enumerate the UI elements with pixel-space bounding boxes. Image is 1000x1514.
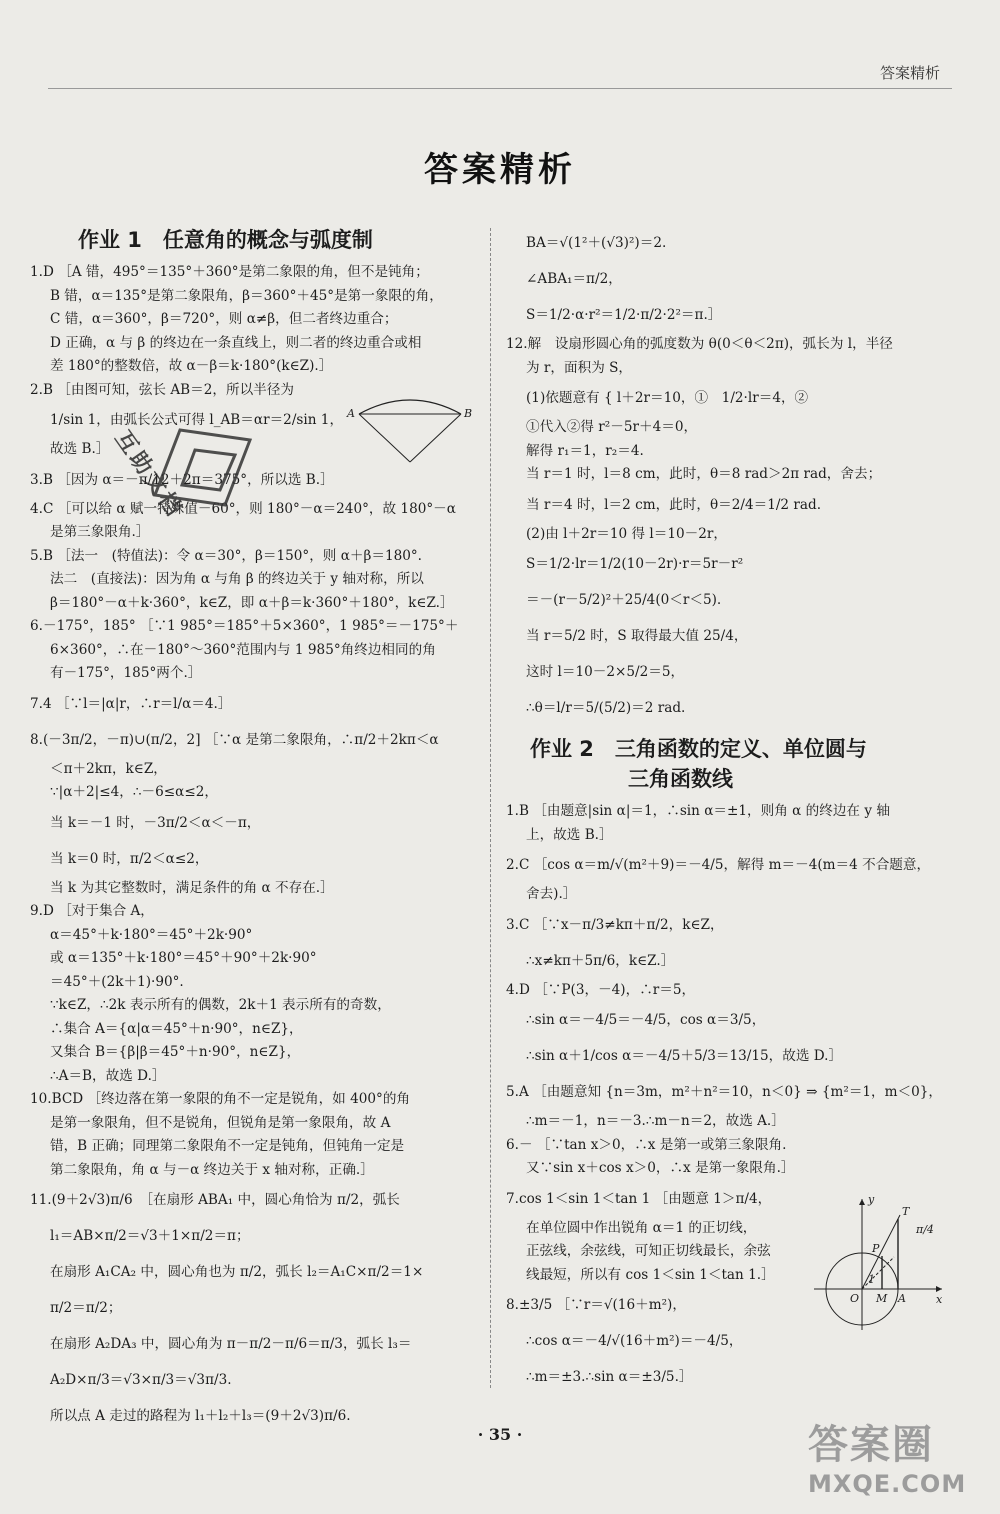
- answer-line: 在扇形 A₂DA₃ 中，圆心角为 π－π/2－π/6＝π/3，弧长 l₃＝: [50, 1336, 412, 1352]
- answer-line: 这时 l＝10－2×5/2＝5，: [526, 664, 685, 680]
- answer-line: ∴cos α＝－4/√(16＋m²)＝－4/5，: [526, 1333, 743, 1349]
- answer-line: 8.±3/5 ［∵r＝√(16＋m²)，: [506, 1297, 686, 1313]
- answer-line: 解得 r₁＝1，r₂＝4.: [526, 442, 644, 459]
- point-label-a: A: [898, 1292, 906, 1305]
- answer-line: 5.A ［由题意知 {n＝3m，m²＋n²＝10，n＜0} ⇒ {m²＝1，m＜0}，: [506, 1084, 943, 1100]
- answer-line: 1/sin 1，由弧长公式可得 l_AB＝αr＝2/sin 1，: [50, 412, 344, 428]
- watermark: [808, 1420, 978, 1502]
- axis-label-x: x: [936, 1293, 943, 1306]
- answer-line: 当 r＝1 时，l＝8 cm，此时，θ＝8 rad＞2π rad，舍去；: [526, 466, 882, 482]
- answer-line: 第二象限角，角 α 与－α 终边关于 x 轴对称，正确.］: [50, 1161, 374, 1178]
- answer-line: ∠ABA₁＝π/2，: [526, 271, 622, 287]
- answer-line: 法二 (直接法)：因为角 α 与角 β 的终边关于 y 轴对称，所以: [50, 571, 424, 587]
- answer-line: 正弦线，余弦线，可知正切线最长，余弦: [526, 1243, 771, 1259]
- answer-line: ∴sin α＋1/cos α＝－4/5＋5/3＝13/15，故选 D.］: [526, 1048, 843, 1064]
- point-label-p: P: [872, 1242, 880, 1255]
- angle-label-pi-over-4: π/4: [916, 1223, 934, 1236]
- answer-line: ∴θ＝l/r＝5/(5/2)＝2 rad.: [526, 700, 686, 716]
- answer-line: l₁＝AB×π/2＝√3＋1×π/2＝π；: [50, 1228, 250, 1244]
- unit-circle-figure: [812, 1195, 947, 1335]
- stamp-text: 互助文档: [109, 426, 188, 523]
- answer-line: 1.D ［A 错，495°＝135°＋360°是第二象限的角，但不是钝角；: [30, 264, 429, 280]
- answer-line: 为 r，面积为 S，: [526, 359, 633, 376]
- answer-line: 所以点 A 走过的路程为 l₁＋l₂＋l₃＝(9＋2√3)π/6.: [50, 1408, 351, 1424]
- point-label-o: O: [850, 1292, 860, 1305]
- answer-line: 是第三象限角.］: [50, 524, 150, 540]
- answer-line: 7.4 ［∵l＝|α|r，∴r＝l/α＝4.］: [30, 695, 232, 712]
- answer-line: S＝1/2·lr＝1/2(10－2r)·r＝5r－r²: [526, 556, 744, 572]
- answer-line: A₂D×π/3＝√3×π/3＝√3π/3.: [50, 1372, 232, 1388]
- answer-line: 9.D ［对于集合 A，: [30, 903, 154, 919]
- answer-line: ∵k∈Z，∴2k 表示所有的偶数，2k＋1 表示所有的奇数，: [50, 997, 391, 1013]
- answer-line: 4.D ［∵P(3，－4)，∴r＝5，: [506, 981, 696, 998]
- watermark-logo: 答案圈: [808, 1422, 934, 1468]
- answer-line: ∵|α＋2|≤4，∴－6≤α≤2，: [50, 784, 218, 800]
- answer-line: 在单位圆中作出锐角 α＝1 的正切线，: [526, 1219, 757, 1236]
- axis-label-y: y: [868, 1193, 875, 1206]
- answer-line: 又集合 B＝{β|β＝45°＋n·90°，n∈Z}，: [50, 1044, 301, 1060]
- answer-line: 12.解 设扇形圆心角的弧度数为 θ(0＜θ＜2π)，弧长为 l，半径: [506, 336, 893, 352]
- answer-line: 又∵sin x＋cos x＞0，∴x 是第一象限角.］: [526, 1160, 795, 1176]
- answer-line: ∴集合 A＝{α|α＝45°＋n·90°，n∈Z}，: [50, 1020, 303, 1037]
- answer-line: 6.－ ［∵tan x＞0，∴x 是第一或第三象限角.: [506, 1136, 787, 1153]
- answer-line: S＝1/2·α·r²＝1/2·π/2·2²＝π.］: [526, 307, 722, 323]
- point-label-m: M: [876, 1292, 888, 1305]
- section-heading-2-line1: 作业 2 三角函数的定义、单位圆与: [530, 737, 867, 761]
- answer-line: 2.B ［由图可知，弦长 AB＝2，所以半径为: [30, 381, 294, 398]
- figure-label-b: B: [464, 407, 473, 420]
- answer-line: ＝45°＋(2k＋1)·90°.: [50, 973, 184, 990]
- answer-line: ＜π＋2kπ，k∈Z，: [50, 760, 167, 777]
- right-answer-lines-a: [506, 225, 944, 726]
- answer-line: C 错，α＝360°，β＝720°，则 α≠β，但二者终边重合；: [50, 311, 398, 327]
- answer-line: 6.－175°，185° ［∵1 985°＝185°＋5×360°，1 985°＝－175°＋: [30, 618, 459, 634]
- answer-line: 11.(9＋2√3)π/6 ［在扇形 ABA₁ 中，圆心角恰为 π/2，弧长: [30, 1192, 400, 1208]
- answer-line: (2)由 l＋2r＝10 得 l＝10－2r，: [526, 525, 727, 542]
- point-label-t: T: [902, 1205, 910, 1218]
- figure-label-a: A: [347, 407, 355, 420]
- answer-line: 故选 B.］: [50, 441, 110, 457]
- page-number: · 35 ·: [477, 1425, 523, 1444]
- answer-line: 当 k＝0 时，π/2＜α≤2，: [50, 850, 209, 867]
- column-divider: [490, 228, 491, 1388]
- watermark-url: MXQE.COM: [808, 1470, 967, 1498]
- angle-label-one: 1: [868, 1273, 875, 1286]
- answer-line: 7.cos 1＜sin 1＜tan 1 ［由题意 1＞π/4，: [506, 1190, 772, 1207]
- answer-line: 10.BCD ［终边落在第一象限的角不一定是锐角，如 400°的角: [30, 1091, 411, 1107]
- answer-line: ∴sin α＝－4/5＝－4/5，cos α＝3/5，: [526, 1012, 766, 1028]
- answer-line: 3.B ［因为 α＝－π/12＋2π＝375°，所以选 B.］: [30, 471, 334, 488]
- answer-line: BA＝√(1²＋(√3)²)＝2.: [526, 235, 667, 251]
- answer-line: 6×360°，∴在－180°～360°范围内与 1 985°角终边相同的角: [50, 641, 436, 658]
- answer-line: 当 r＝5/2 时，S 取得最大值 25/4，: [526, 628, 748, 644]
- stamp-overlay: [100, 410, 340, 540]
- answer-line: ＝－(r－5/2)²＋25/4(0＜r＜5).: [526, 592, 722, 608]
- answer-line: 差 180°的整数倍，故 α－β＝k·180°(k∈Z).］: [50, 358, 333, 374]
- answer-line: ①代入②得 r²－5r＋4＝0，: [526, 419, 698, 435]
- answer-line: 2.C ［cos α＝m/√(m²＋9)＝－4/5，解得 m＝－4(m＝4 不合题意，: [506, 857, 931, 873]
- answer-line: π/2＝π/2；: [50, 1300, 122, 1316]
- section-heading-2: [506, 734, 944, 794]
- answer-line: 当 k 为其它整数时，满足条件的角 α 不存在.］: [50, 879, 334, 896]
- answer-line: 当 k＝－1 时，－3π/2＜α＜－π，: [50, 814, 261, 831]
- page-title: 答案精析: [424, 150, 576, 190]
- answer-line: 有－175°，185°两个.］: [50, 665, 202, 681]
- answer-line: 在扇形 A₁CA₂ 中，圆心角也为 π/2，弧长 l₂＝A₁C×π/2＝1×: [50, 1264, 424, 1280]
- answer-line: (1)依题意有 { l＋2r＝10，① 1/2·lr＝4，②: [526, 390, 809, 406]
- answer-line: ∴A＝B，故选 D.］: [50, 1067, 166, 1084]
- answer-line: 上，故选 B.］: [526, 826, 613, 843]
- answer-line: 是第一象限角，但不是锐角，但锐角是第一象限角，故 A: [50, 1114, 391, 1131]
- answer-line: 4.C ［可以给 α 赋一特殊值－60°，则 180°－α＝240°，故 180°－α: [30, 500, 456, 517]
- answer-line: ∴x≠kπ＋5π/6，k∈Z.］: [526, 952, 675, 969]
- answer-line: B 错，α＝135°是第二象限角，β＝360°＋45°是第一象限的角，: [50, 287, 443, 304]
- answer-line: 3.C ［∵x－π/3≠kπ＋π/2，k∈Z，: [506, 916, 724, 933]
- answer-line: 当 r＝4 时，l＝2 cm，此时，θ＝2/4＝1/2 rad.: [526, 496, 822, 513]
- section-heading-1: 作业 1 任意角的概念与弧度制: [78, 228, 373, 252]
- answer-line: D 正确，α 与 β 的终边在一条直线上，则二者的终边重合或相: [50, 334, 422, 351]
- header-rule: [48, 88, 952, 89]
- answer-line: α＝45°＋k·180°＝45°＋2k·90°: [50, 926, 253, 943]
- answer-line: 8.(－3π/2，－π)∪(π/2，2] ［∵α 是第二象限角，∴π/2＋2kπ＜α: [30, 731, 439, 748]
- answer-line: β＝180°－α＋k·360°，k∈Z，即 α＋β＝k·360°＋180°，k∈Z.］: [50, 594, 454, 611]
- sector-figure: [345, 392, 475, 472]
- answer-line: 线最短，所以有 cos 1＜sin 1＜tan 1.］: [526, 1266, 775, 1283]
- answer-line: 或 α＝135°＋k·180°＝45°＋90°＋2k·90°: [50, 950, 317, 966]
- answer-line: 错，B 正确；同理第二象限角不一定是钝角，但钝角一定是: [50, 1138, 405, 1154]
- answer-line: ∴m＝±3.∴sin α＝±3/5.］: [526, 1369, 693, 1385]
- running-header: 答案精析: [879, 64, 940, 82]
- section-heading-2-line2: 三角函数线: [628, 767, 733, 791]
- answer-line: ∴m＝－1，n＝－3.∴m－n＝2，故选 A.］: [526, 1113, 785, 1129]
- answer-line: 1.B ［由题意|sin α|＝1，∴sin α＝±1，则角 α 的终边在 y 轴: [506, 803, 890, 819]
- answer-line: 舍去).］: [526, 886, 577, 902]
- answer-line: 5.B ［法一 (特值法)：令 α＝30°，β＝150°，则 α＋β＝180°.: [30, 547, 423, 564]
